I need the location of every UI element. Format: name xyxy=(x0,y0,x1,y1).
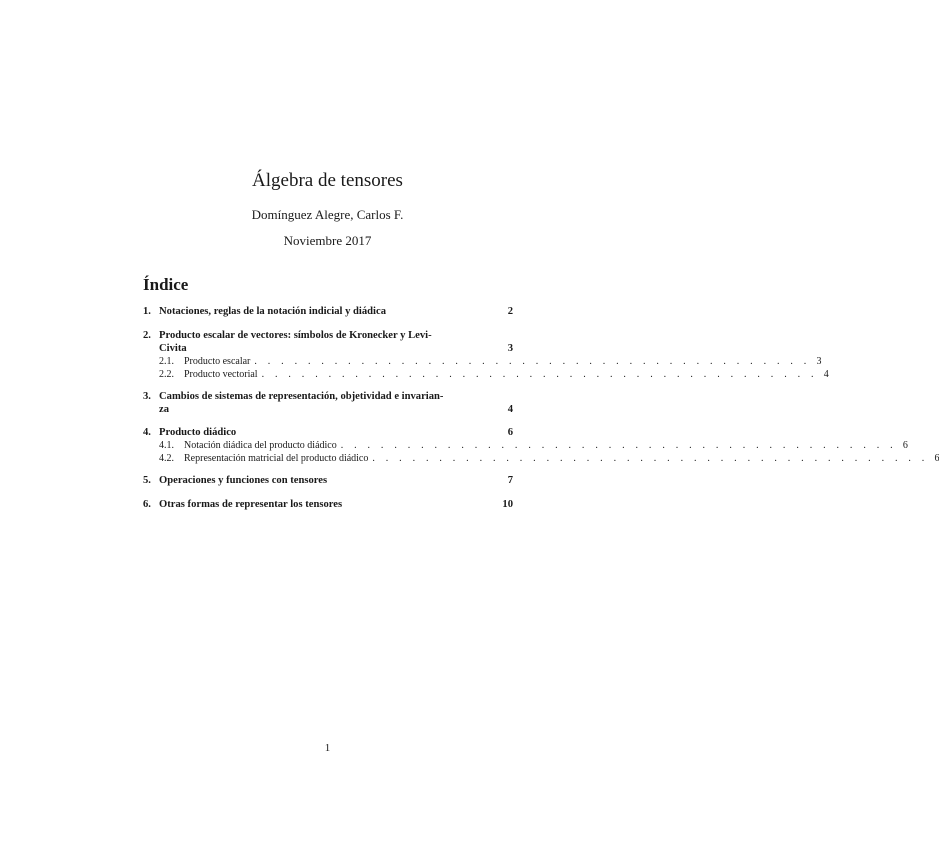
toc-subsection-2-2[interactable] xyxy=(159,368,829,381)
toc-subsection-page: 4 xyxy=(823,369,829,380)
toc-leader-dots: . . . . . . . . . . . . . . . . . . . . . . . . . . . . . . . . . . . . . . . . . . xyxy=(261,369,818,380)
toc-subsection-title: Producto vectorial xyxy=(184,369,258,380)
toc-section-page: 4 xyxy=(507,404,513,415)
toc-subsection-page: 6 xyxy=(934,453,939,464)
toc-subsection-title: Producto escalar xyxy=(184,356,251,367)
toc-subsection-number: 2.1. xyxy=(159,356,174,367)
toc-section-2-continued[interactable] xyxy=(143,342,513,355)
toc-section-title: Notaciones, reglas de la notación indicial y diádica xyxy=(159,306,386,317)
toc-section-title-continued: za xyxy=(159,404,169,415)
toc-subsection-number: 2.2. xyxy=(159,369,174,380)
toc-section-title: Producto escalar de vectores: símbolos de Kronecker y Levi- xyxy=(159,330,432,341)
toc-section-page: 6 xyxy=(507,427,513,438)
document-author: Domínguez Alegre, Carlos F. xyxy=(251,207,404,222)
toc-heading: Índice xyxy=(143,275,189,294)
toc-subsection-number: 4.1. xyxy=(159,440,174,451)
toc-section-number: 6. xyxy=(143,499,151,510)
toc-section-number: 4. xyxy=(143,427,151,438)
document-date: Noviembre 2017 xyxy=(283,233,372,248)
toc-leader-dots: . . . . . . . . . . . . . . . . . . . . . . . . . . . . . . . . . . . . . . . . . . xyxy=(254,356,811,367)
toc-subsection-title: Representación matricial del producto diádico xyxy=(184,453,369,464)
toc-subsection-4-2[interactable] xyxy=(159,452,939,465)
toc-section-number: 2. xyxy=(143,330,151,341)
toc-section-page: 3 xyxy=(507,343,513,354)
toc-subsection-page: 3 xyxy=(816,356,822,367)
page-number: 1 xyxy=(324,742,331,754)
toc-subsection-title: Notación diádica del producto diádico xyxy=(184,440,337,451)
toc-section-6[interactable] xyxy=(143,498,513,511)
toc-section-page: 7 xyxy=(507,475,513,486)
toc-section-title: Producto diádico xyxy=(159,427,237,438)
toc-section-3-continued[interactable] xyxy=(143,403,513,416)
toc-section-number: 1. xyxy=(143,306,151,317)
document-title: Álgebra de tensores xyxy=(252,170,403,191)
toc-subsection-2-1[interactable] xyxy=(159,355,822,368)
toc-section-page: 10 xyxy=(502,499,513,510)
toc-section-3[interactable] xyxy=(143,390,513,403)
toc-section-title: Otras formas de representar los tensores xyxy=(159,499,343,510)
toc-section-5[interactable] xyxy=(143,474,513,487)
toc-section-2[interactable] xyxy=(143,329,513,342)
toc-leader-dots: . . . . . . . . . . . . . . . . . . . . . . . . . . . . . . . . . . . . . . . . . . xyxy=(372,453,929,464)
toc-section-1[interactable] xyxy=(143,305,513,318)
toc-section-4[interactable] xyxy=(143,426,513,439)
toc-section-title: Operaciones y funciones con tensores xyxy=(159,475,328,486)
toc-section-title-continued: Civita xyxy=(159,343,187,354)
toc-section-page: 2 xyxy=(507,306,513,317)
toc-subsection-4-1[interactable] xyxy=(159,439,908,452)
toc-section-number: 3. xyxy=(143,391,151,402)
toc-subsection-page: 6 xyxy=(902,440,908,451)
toc-leader-dots: . . . . . . . . . . . . . . . . . . . . . . . . . . . . . . . . . . . . . . . . . . xyxy=(340,440,897,451)
toc-section-number: 5. xyxy=(143,475,151,486)
toc-section-title: Cambios de sistemas de representación, objetividad e invarian- xyxy=(159,391,444,402)
toc-subsection-number: 4.2. xyxy=(159,453,174,464)
